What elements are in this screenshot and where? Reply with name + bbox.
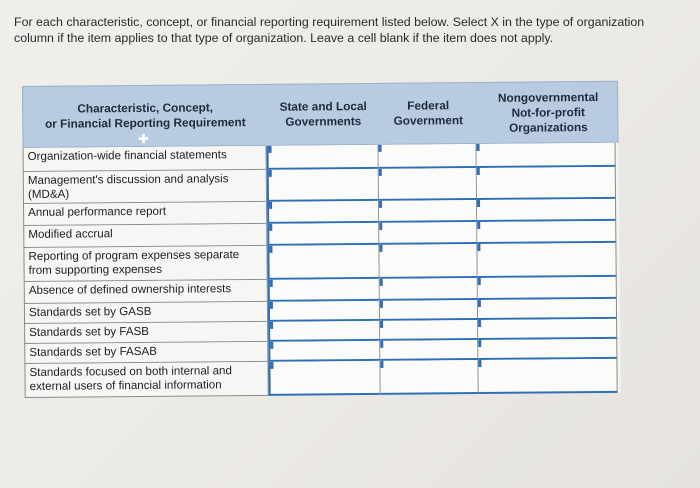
row-label: Standards set by GASB	[24, 302, 268, 324]
cell-federal[interactable]	[380, 340, 478, 361]
cell-state-local[interactable]	[267, 201, 379, 224]
cell-state-local[interactable]	[268, 321, 380, 342]
cell-state-local[interactable]	[268, 341, 380, 362]
cell-federal[interactable]	[379, 144, 477, 169]
move-plus-icon[interactable]: ✚	[138, 131, 149, 146]
header-state-local: State and Local Governments	[279, 98, 367, 129]
cell-state-local[interactable]	[267, 145, 379, 170]
cell-federal[interactable]	[380, 320, 478, 341]
header-characteristic: Characteristic, Concept, or Financial Reporting Requirement	[44, 100, 246, 131]
row-label: Management's discussion and analysis (MD&A)	[23, 170, 267, 204]
header-nonprofit: Nongovernmental Not-for-profit Organizations	[497, 89, 599, 135]
cell-nonprofit[interactable]	[478, 339, 617, 360]
row-label: Standards set by FASAB	[24, 342, 268, 364]
cell-federal[interactable]	[380, 278, 478, 301]
cell-federal[interactable]	[380, 300, 478, 321]
row-label: Annual performance report	[23, 202, 267, 226]
cell-state-local[interactable]	[267, 223, 379, 246]
instructions-text: For each characteristic, concept, or financial reporting requirement listed below. Select X in the type of organization column if the item applies to that type of organization. Leave a cell blank if the item does not apply.	[14, 15, 645, 45]
cell-nonprofit[interactable]	[478, 299, 617, 320]
cell-federal[interactable]	[379, 244, 477, 279]
row-label: Organization-wide financial statements	[23, 146, 267, 172]
table-row	[23, 243, 619, 282]
table-row	[23, 167, 619, 204]
cell-nonprofit[interactable]	[478, 359, 617, 394]
cell-federal[interactable]	[379, 200, 477, 223]
classification-table	[22, 81, 621, 398]
cell-state-local[interactable]	[267, 245, 379, 280]
cell-federal[interactable]	[379, 222, 477, 245]
table-row	[24, 359, 620, 398]
row-label: Standards set by FASB	[24, 322, 268, 344]
cell-federal[interactable]	[380, 360, 478, 395]
cell-state-local[interactable]	[268, 279, 380, 302]
header-federal: Federal Government	[393, 98, 464, 128]
cell-nonprofit[interactable]	[477, 221, 616, 244]
cell-nonprofit[interactable]	[477, 167, 616, 200]
row-label: Modified accrual	[23, 224, 267, 248]
row-label: Reporting of program expenses separate from supporting expenses	[23, 246, 267, 282]
table-header	[22, 81, 619, 148]
cell-state-local[interactable]	[268, 301, 380, 322]
cell-nonprofit[interactable]	[478, 277, 617, 300]
row-label: Standards focused on both internal and external users of financial information	[24, 362, 268, 398]
cell-state-local[interactable]	[268, 361, 380, 396]
cell-nonprofit[interactable]	[477, 143, 616, 168]
row-label: Absence of defined ownership interests	[24, 280, 268, 304]
cell-nonprofit[interactable]	[477, 199, 616, 222]
cell-nonprofit[interactable]	[477, 243, 616, 278]
table-body	[23, 143, 621, 398]
cell-federal[interactable]	[379, 168, 477, 201]
cell-nonprofit[interactable]	[478, 319, 617, 340]
cell-state-local[interactable]	[267, 169, 379, 202]
